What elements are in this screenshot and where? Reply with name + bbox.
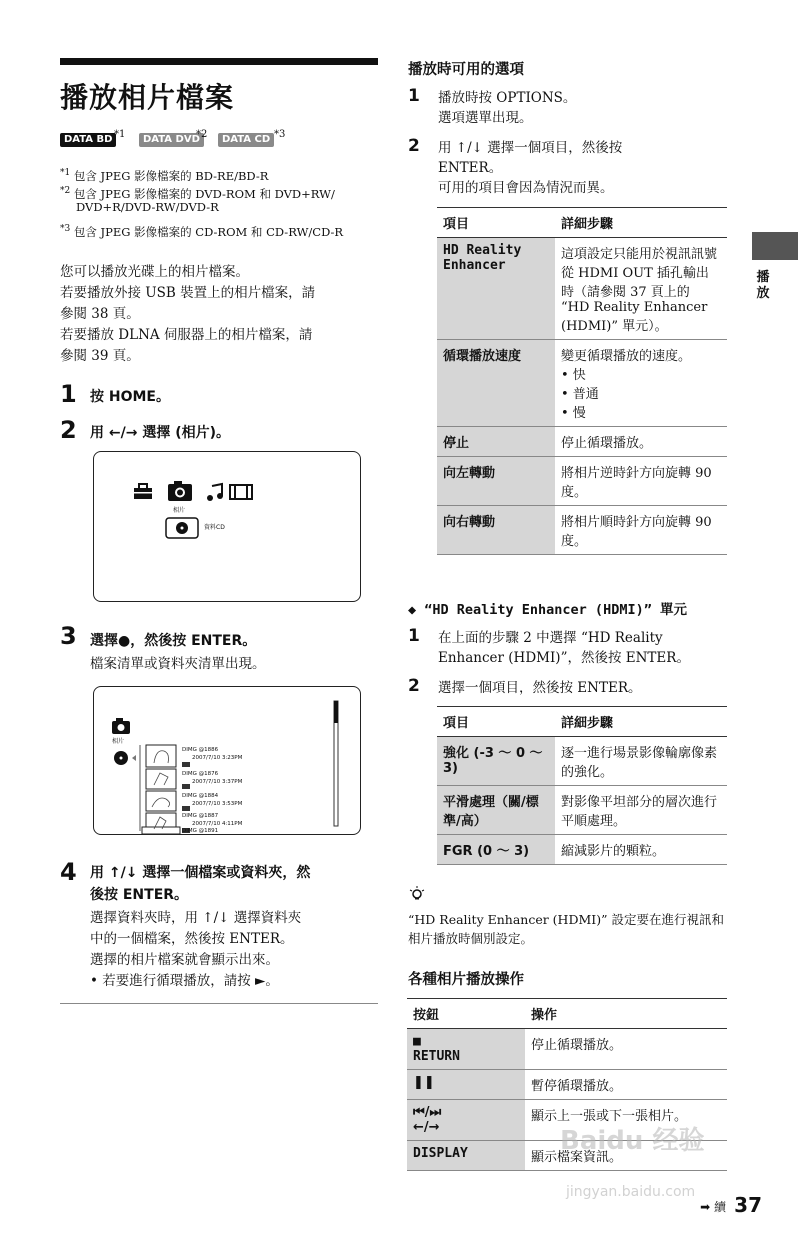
tip-bulb-icon <box>409 886 425 902</box>
btn-pause-desc: 暫停循環播放。 <box>525 1070 727 1100</box>
hd-step-2-number: 2 <box>408 676 420 696</box>
hd-step-1-text: 在上面的步驟 2 中選擇 “HD Reality Enhancer (HDMI)”，然後按 ENTER。 <box>438 630 690 666</box>
toolbox-icon <box>134 484 152 499</box>
hd-table <box>437 706 727 865</box>
file-4[interactable]: DIMG @1887 2007/7/10 4:11PM <box>182 813 243 827</box>
option-slideshow-speed: 循環播放速度 <box>437 340 555 427</box>
options-step-2-number: 2 <box>408 136 420 156</box>
option-hd-reality-desc: 這項設定只能用於視訊訊號從 HDMI OUT 插孔輸出時（請參閱 37 頁上的 “HD Reality Enhancer (HDMI)” 單元）。 <box>555 238 727 340</box>
badge-data-dvd: DATA DVD <box>139 133 204 147</box>
footnote-2b: DVD+R/DVD-RW/DVD-R <box>76 200 219 214</box>
option-rotate-right: 向右轉動 <box>437 506 555 555</box>
options-heading: 播放時可用的選項 <box>408 62 524 78</box>
col-header-button: 按鈕 <box>407 999 525 1029</box>
page-number: 37 <box>734 1193 762 1217</box>
hd-smoothing: 平滑處理（關/標準/高） <box>437 786 555 835</box>
step-4-number: 4 <box>60 858 77 886</box>
btn-prev-next-desc: 顯示上一張或下一張相片。 <box>525 1100 727 1141</box>
options-step-1-number: 1 <box>408 86 420 106</box>
file-1[interactable]: DIMG @1886 2007/7/10 3:23PM <box>182 747 243 761</box>
hd-smoothing-desc: 對影像平坦部分的層次進行平順處理。 <box>555 786 727 835</box>
col-header-item: 項目 <box>437 707 555 737</box>
col-header-detail: 詳細步驟 <box>555 208 727 238</box>
footnote-1: $^{*1}$ 包含 JPEG 影像檔案的 BD-RE/BD-R <box>60 168 269 183</box>
col-header-item: 項目 <box>437 208 555 238</box>
badge-mark-2: *2 <box>196 129 208 140</box>
option-rotate-left-desc: 將相片逆時針方向旋轉 90 度。 <box>555 457 727 506</box>
watermark-url: jingyan.baidu.com <box>566 1184 696 1200</box>
side-tab-marker <box>752 232 798 260</box>
hd-step-2-text: 選擇一個項目，然後按 ENTER。 <box>438 680 642 696</box>
photo-label: 相片 <box>173 507 186 514</box>
hd-fgr-desc: 縮減影片的顆粒。 <box>555 835 727 865</box>
col-header-operation: 操作 <box>525 999 727 1029</box>
hd-enhance-desc: 逐一進行場景影像輪廓像素的強化。 <box>555 737 727 786</box>
option-rotate-right-desc: 將相片順時針方向旋轉 90 度。 <box>555 506 727 555</box>
side-tab-label: 播放 <box>756 270 770 301</box>
step-1-text: 按 HOME。 <box>90 389 170 405</box>
option-rotate-left: 向左轉動 <box>437 457 555 506</box>
intro-text: 您可以播放光碟上的相片檔案。 若要播放外接 USB 裝置上的相片檔案，請 參閱 38 頁。 若要播放 DLNA 伺服器上的相片檔案，請 參閱 39 頁。 <box>60 264 316 364</box>
btn-pause: ❚❚ <box>407 1070 525 1100</box>
step-2-number: 2 <box>60 416 77 444</box>
col-header-detail: 詳細步驟 <box>555 707 727 737</box>
hd-fgr: FGR (0 ～ 3) <box>437 835 555 865</box>
btn-stop-return: ■ RETURN <box>407 1029 525 1070</box>
options-table <box>437 207 727 555</box>
tip-text: “HD Reality Enhancer (HDMI)” 設定要在進行視訊和相片播放時個別設定。 <box>408 912 724 946</box>
music-icon <box>207 484 223 501</box>
btn-stop-return-desc: 停止循環播放。 <box>525 1029 727 1070</box>
film-icon <box>230 485 252 499</box>
step-3-sub: 檔案清單或資料夾清單出現。 <box>90 656 266 672</box>
section-divider <box>60 1003 378 1004</box>
option-slideshow-speed-desc: 變更循環播放的速度。 • 快 • 普通 • 慢 <box>555 340 727 427</box>
option-stop: 停止 <box>437 427 555 457</box>
step-4-text: 用 ↑/↓ 選擇一個檔案或資料夾，然 後按 ENTER。 <box>90 865 311 903</box>
btn-prev-next: ⏮/⏭ ←/→ <box>407 1100 525 1141</box>
watermark: Baidu 经验 <box>560 1126 705 1156</box>
footnote-3: $^{*3}$ 包含 JPEG 影像檔案的 CD-ROM 和 CD-RW/CD-R <box>60 224 344 239</box>
photo-ops-heading: 各種相片播放操作 <box>408 972 524 988</box>
step-3-number: 3 <box>60 622 77 650</box>
file-list-screen <box>93 686 361 835</box>
title-rule <box>60 58 378 65</box>
footnote-2: $^{*2}$ 包含 JPEG 影像檔案的 DVD-ROM 和 DVD+RW/ <box>60 186 335 201</box>
file-5[interactable]: DIMG @1891 <box>182 828 219 834</box>
file-3[interactable]: DIMG @1884 2007/7/10 3:53PM <box>182 793 243 807</box>
option-stop-desc: 停止循環播放。 <box>555 427 727 457</box>
camera-icon <box>168 481 192 501</box>
options-step-2-text: 用 ↑/↓ 選擇一個項目，然後按 ENTER。 可用的項目會因為情況而異。 <box>438 140 623 196</box>
badge-mark-1: *1 <box>114 129 126 140</box>
file-2[interactable]: DIMG @1876 2007/7/10 3:37PM <box>182 771 243 785</box>
disc-label: 資料CD <box>204 524 225 531</box>
page-title: 播放相片檔案 <box>60 81 235 114</box>
step-1-number: 1 <box>60 380 77 408</box>
btn-display: DISPLAY <box>407 1141 525 1171</box>
badge-data-bd: DATA BD <box>60 133 116 147</box>
photo-label: 相片 <box>112 738 125 745</box>
hd-enhance: 強化 (-3 ～ 0 ～ 3) <box>437 737 555 786</box>
step-3-text: 選擇●，然後按 ENTER。 <box>90 633 257 649</box>
badge-data-cd: DATA CD <box>218 133 274 147</box>
home-menu-screen <box>93 451 361 602</box>
options-step-1-text: 播放時按 OPTIONS。 選項選單出現。 <box>438 90 577 126</box>
hd-reality-heading: ◆ “HD Reality Enhancer (HDMI)” 單元 <box>408 602 687 618</box>
step-2-text: 用 ←/→ 選擇 (相片)。 <box>90 425 230 441</box>
step-4-sub: 選擇資料夾時，用 ↑/↓ 選擇資料夾 中的一個檔案，然後按 ENTER。 選擇的相片檔案就會顯示出來。 • 若要進行循環播放，請按 ►。 <box>90 910 302 989</box>
continued-label: ➡ 續 <box>700 1200 726 1214</box>
option-hd-reality: HD Reality Enhancer <box>437 238 555 340</box>
thumbnails <box>142 745 180 834</box>
hd-step-1-number: 1 <box>408 626 420 646</box>
badge-mark-3: *3 <box>274 129 286 140</box>
btn-display-desc: 顯示檔案資訊。 <box>525 1141 727 1171</box>
camera-icon <box>112 718 130 734</box>
